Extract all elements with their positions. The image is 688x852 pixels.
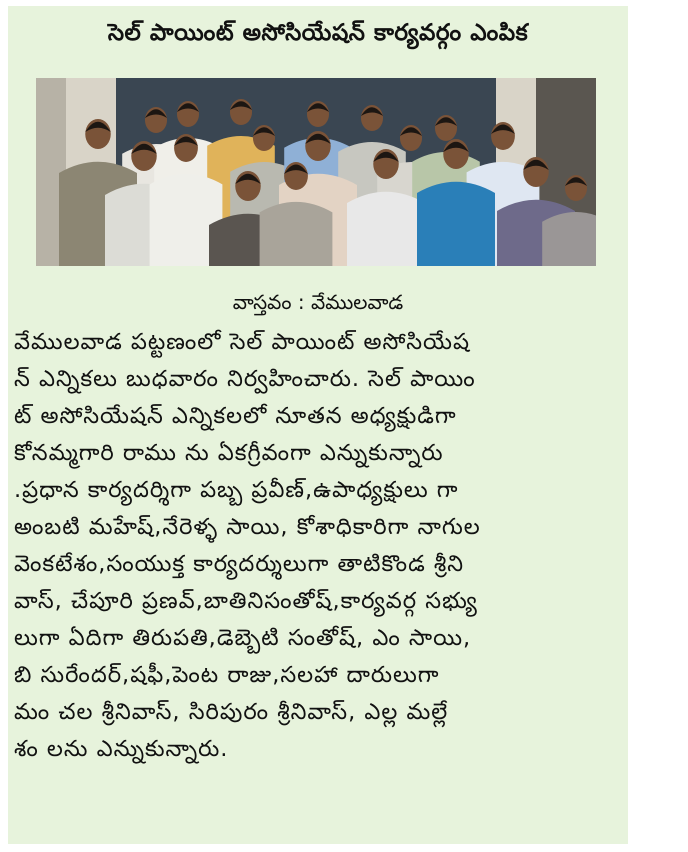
headline: సెల్ పాయింట్ అసోసియేషన్ కార్యవర్గం ఎంపిక: [107, 20, 529, 46]
body-line: శం లను ఎన్నుకున్నారు.: [14, 736, 229, 762]
news-clipping: [8, 6, 628, 844]
body-line: కోనమ్మగారి రాము ను ఏకగ్రీవంగా ఎన్నుకున్నారు: [14, 440, 444, 466]
body-line: అంబటి మహేష్,నేరెళ్ళ సాయి, కోశాధికారిగా నాగుల: [14, 514, 481, 540]
dateline: వాస్తవం : వేములవాడ: [232, 290, 404, 314]
body-line: న్ ఎన్నికలు బుధవారం నిర్వహించారు. సెల్ పాయిం: [14, 366, 476, 392]
person-body: [260, 202, 333, 266]
person-body: [347, 192, 425, 266]
person-body: [417, 182, 495, 266]
article-body: [14, 324, 624, 768]
body-line: వేములవాడ పట్టణంలో సెల్ పాయింట్ అసోసియేష: [14, 329, 471, 355]
body-line: వాస్, చేపూరి ప్రణవ్,బాతినిసంతోష్,కార్యవర్గ సభ్యు: [14, 588, 478, 614]
person-body: [542, 212, 596, 266]
body-line: బి సురేందర్,షఫీ,పెంట రాజు,సలహా దారులుగా: [14, 662, 440, 688]
body-line: లుగా ఏదిగా తిరుపతి,డెబ్బెటి సంతోష్, ఎం సాయి,: [14, 625, 472, 651]
group-photo-drawing: [36, 78, 596, 266]
group-photo-icon: [36, 78, 596, 266]
body-line: మం చల శ్రీనివాస్, సిరిపురం శ్రీనివాస్, ఎల్ల మల్లే: [14, 699, 449, 725]
body-line: వెంకటేశం,సంయుక్త కార్యదర్శులుగా తాటికొండ శ్రీని: [14, 551, 465, 577]
body-line: ట్ అసోసియేషన్ ఎన్నికలలో నూతన అధ్యక్షుడిగా: [14, 403, 457, 429]
body-line: .ప్రధాన కార్యదర్శిగా పబ్బ ప్రవీణ్,ఉపాధ్యక్షులు గా: [14, 477, 459, 503]
